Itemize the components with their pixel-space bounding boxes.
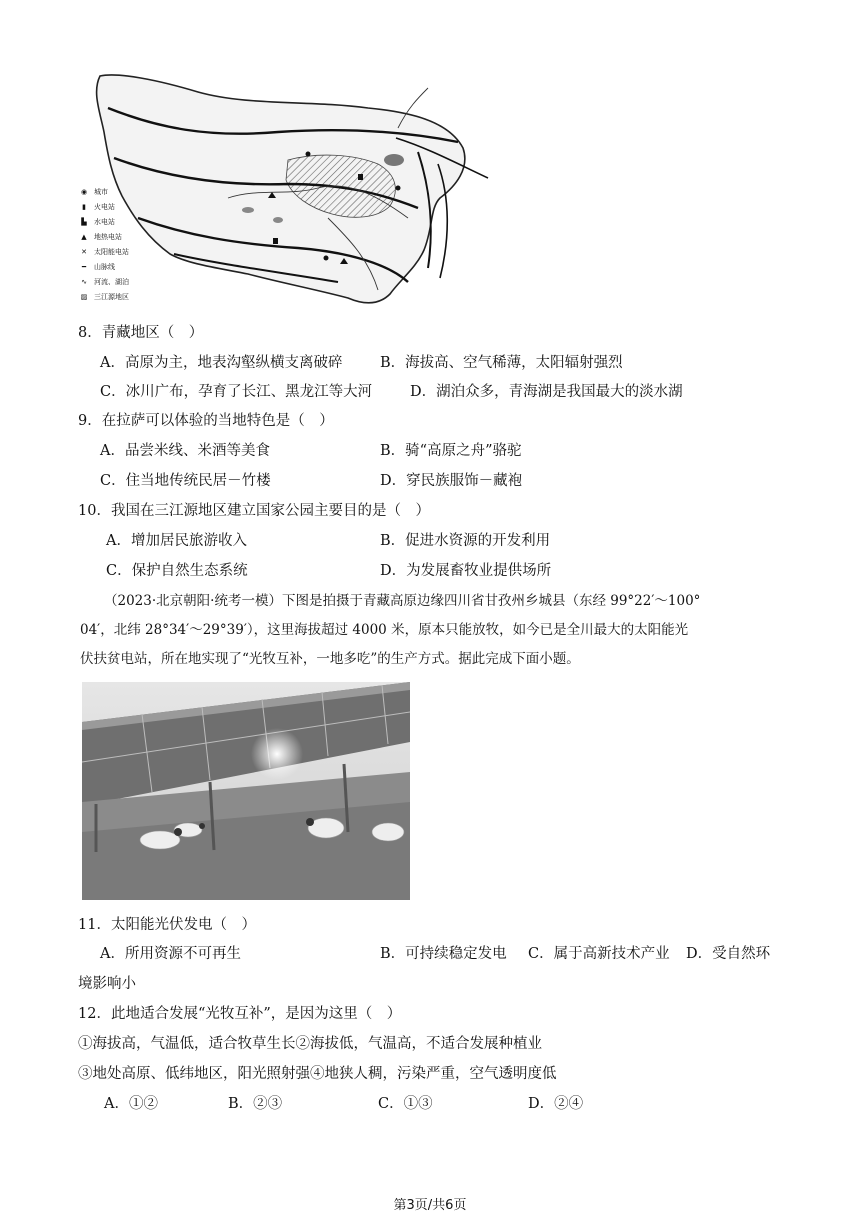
photo-drawing [82,682,410,900]
q11-option-a: A．所用资源不可再生 [100,946,241,962]
q8-option-a: A．高原为主，地表沟壑纵横支离破碎 [100,355,343,371]
q11-option-c: C．属于高新技术产业 [528,946,670,962]
passage-line: （2023·北京朝阳·统考一模）下图是拍摄于青藏高原边缘四川省甘孜州乡城县（东经 99°22′～100° [104,593,701,609]
q10-option-d: D．为发展畜牧业提供场所 [380,563,552,579]
q11-stem: 11．太阳能光伏发电（ ） [78,917,256,933]
q10-stem: 10．我国在三江源地区建立国家公园主要目的是（ ） [78,503,430,519]
q9-option-b: B．骑“高原之舟”骆驼 [380,443,522,459]
legend-item: ◉ 城市 [78,188,108,197]
geothermal-power-icon: ▲ [81,233,87,241]
q12-option-b: B．②③ [228,1096,283,1112]
q12-statements: ①海拔高，气温低，适合牧草生长②海拔低，气温高，不适合发展种植业 [78,1036,542,1052]
q12-option-d: D．②④ [528,1096,584,1112]
q9-option-c: C．住当地传统民居－竹楼 [100,473,271,489]
q8-option-d: D．湖泊众多，青海湖是我国最大的淡水湖 [410,384,683,400]
q9-stem: 9．在拉萨可以体验的当地特色是（ ） [78,413,334,429]
q9-option-a: A．品尝米线、米酒等美食 [100,443,270,459]
q10-option-b: B．促进水资源的开发利用 [380,533,551,549]
q10-option-a: A．增加居民旅游收入 [106,533,247,549]
solar-power-icon: ✕ [81,248,87,256]
legend-item: ∿ 河流、湖泊 [78,278,129,287]
mountain-range-icon: ━ [81,263,87,271]
legend-item: ▮ 火电站 [78,203,115,212]
map-legend [78,188,158,313]
hydro-power-icon: ▙ [81,218,87,226]
river-lake-icon: ∿ [81,278,87,286]
page-number: 第3页/共6页 [393,1198,467,1213]
q12-statements: ③地处高原、低纬地区，阳光照射强④地狭人稠，污染严重，空气透明度低 [78,1066,557,1082]
legend-item: ━ 山脉线 [78,263,115,272]
legend-item: ✕ 太阳能电站 [78,248,129,257]
passage-line: 伏扶贫电站，所在地实现了“光牧互补，一地多吃”的生产方式。据此完成下面小题。 [80,651,580,667]
q8-stem: 8．青藏地区（ ） [78,325,204,341]
thermal-power-icon: ▮ [82,203,86,211]
q8-option-b: B．海拔高、空气稀薄，太阳辐射强烈 [380,355,623,371]
city-dot-icon: ◉ [80,188,88,196]
hatched-area-icon: ▨ [80,293,88,301]
q11-option-d: D．受自然环 [686,946,771,962]
q8-option-c: C．冰川广布，孕育了长江、黑龙江等大河 [100,384,373,400]
passage-line: 04′，北纬 28°34′～29°39′），这里海拔超过 4000 米，原本只能放牧，如今已是全川最大的太阳能光 [80,622,689,638]
q11-option-d-continued: 境影响小 [78,976,136,992]
q10-option-c: C．保护自然生态系统 [106,563,248,579]
solar-pasture-photo [82,682,410,900]
q12-option-a: A．①② [104,1096,158,1112]
legend-item: ▲ 地热电站 [78,233,122,242]
legend-item: ▨ 三江源地区 [78,293,129,302]
q12-option-c: C．①③ [378,1096,433,1112]
q11-option-b: B．可持续稳定发电 [380,946,507,962]
q12-stem: 12．此地适合发展“光牧互补”，是因为这里（ ） [78,1006,402,1022]
legend-item: ▙ 水电站 [78,218,115,227]
q9-option-d: D．穿民族服饰－藏袍 [380,473,523,489]
qinghai-tibet-map [78,68,498,313]
